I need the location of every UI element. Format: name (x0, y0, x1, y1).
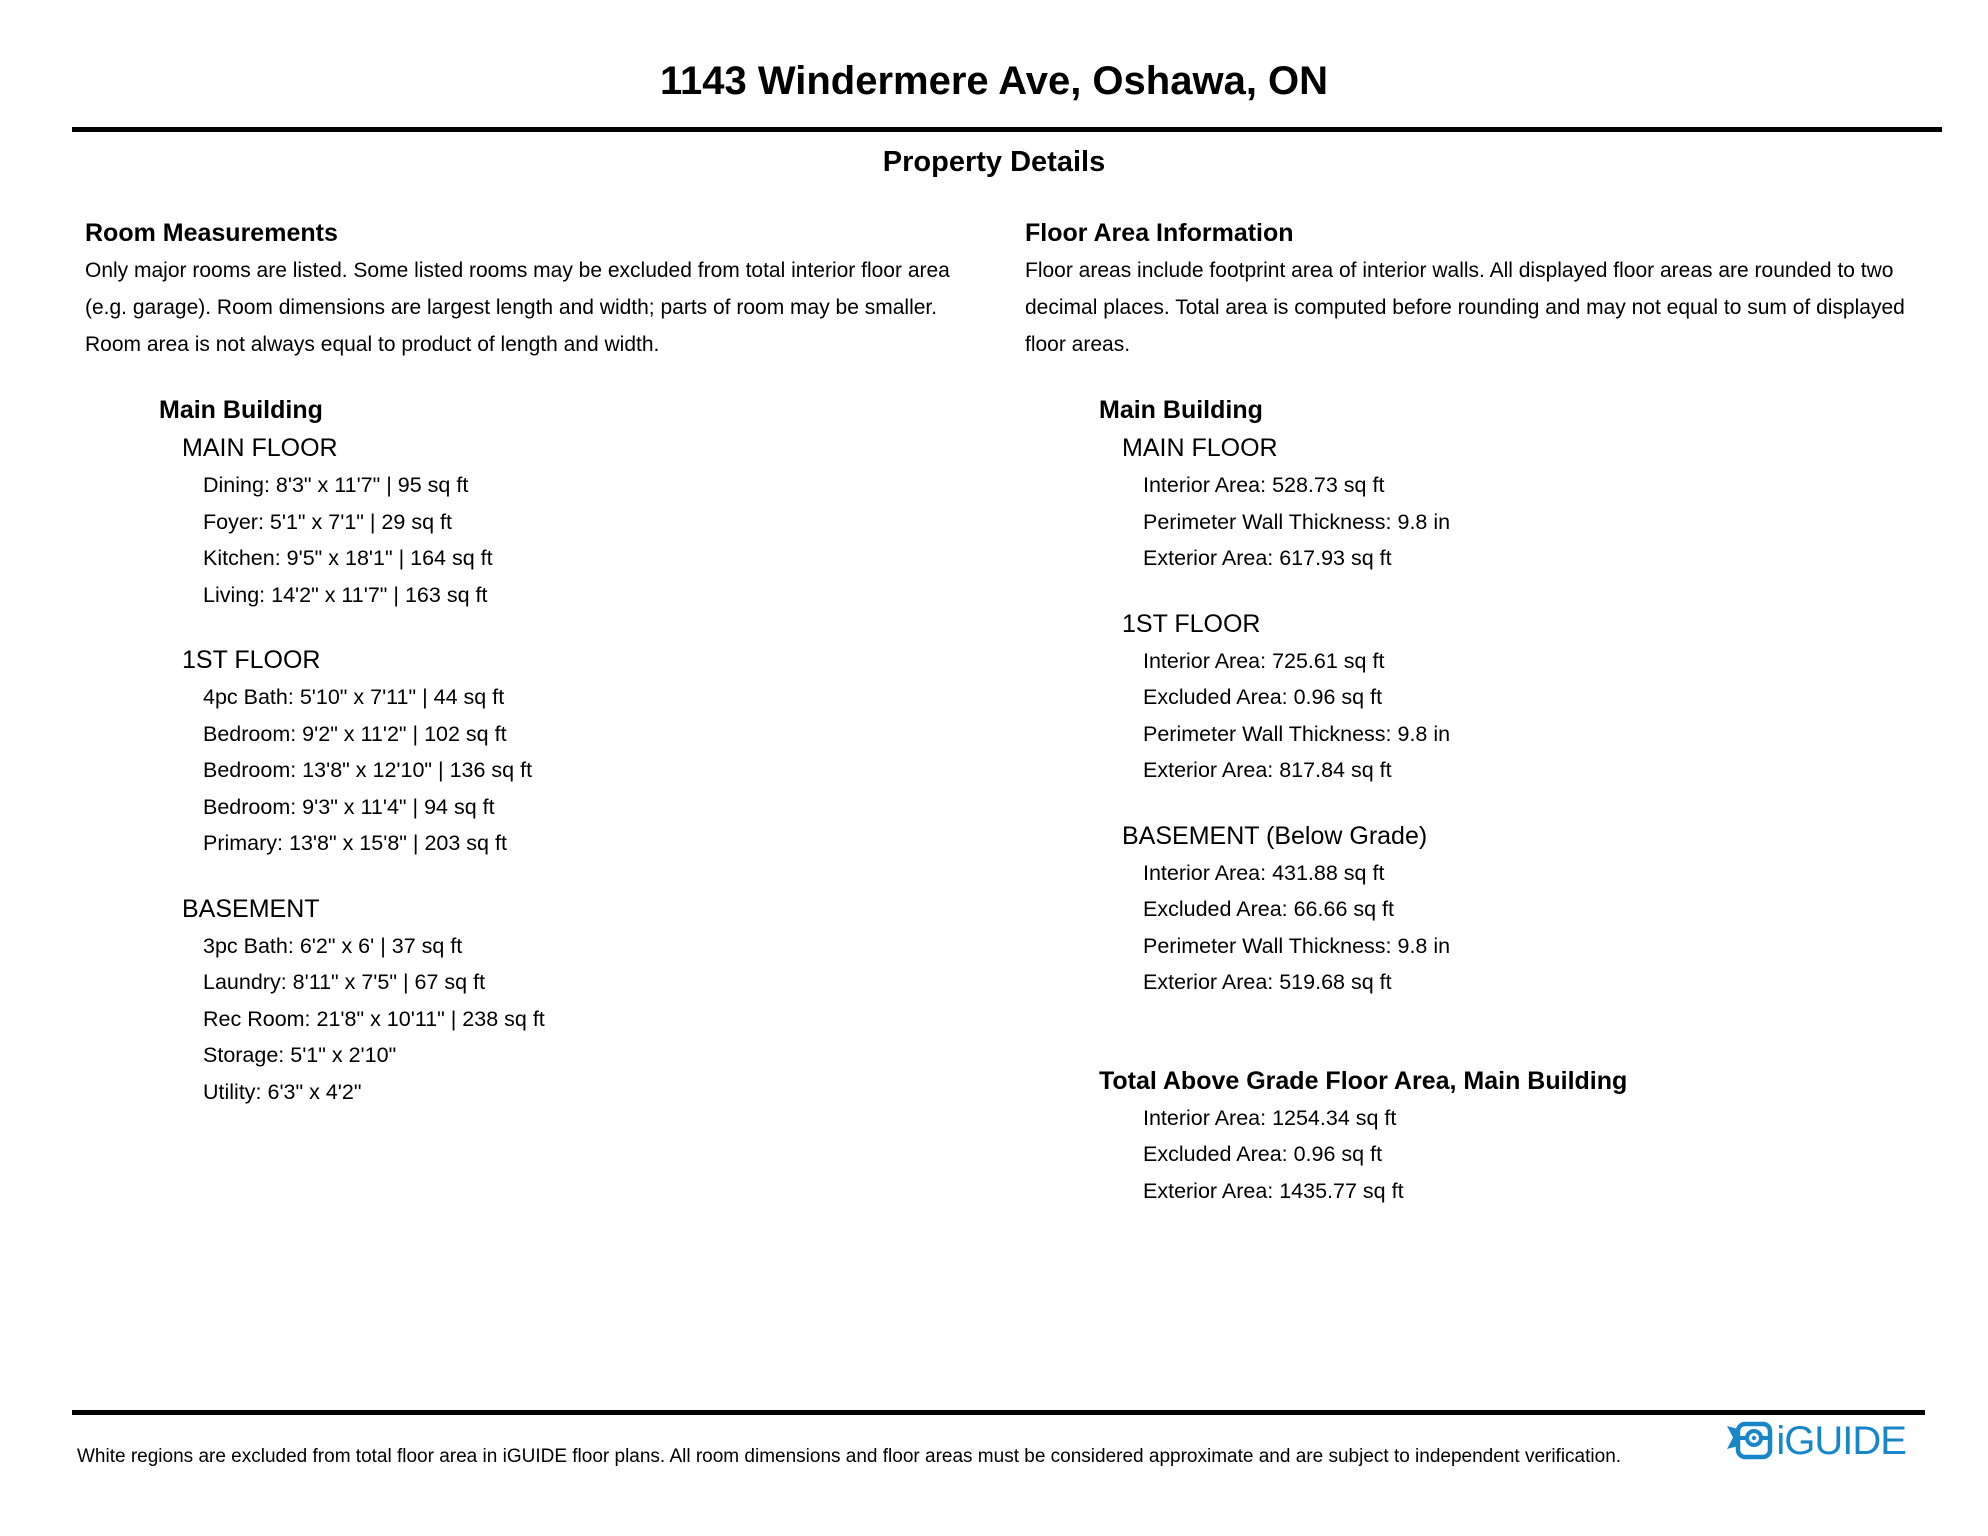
floor-name: BASEMENT (182, 894, 320, 923)
area-stat-line: Exterior Area: 617.93 sq ft (1143, 546, 1392, 570)
main-building-areas (1099, 392, 1948, 1001)
room-line: Dining: 8'3" x 11'7" | 95 sq ft (203, 473, 469, 497)
area-stat-line: Excluded Area: 0.96 sq ft (1143, 685, 1383, 709)
iguide-logo (1727, 1419, 1906, 1463)
description-line: Floor areas include footprint area of interior walls. All displayed floor areas are rounded to two (1025, 259, 1894, 282)
floor-area-heading: Floor Area Information (1025, 219, 1294, 247)
area-stat-line: Excluded Area: 0.96 sq ft (1143, 1142, 1383, 1166)
floor-name: 1ST FLOOR (1122, 609, 1261, 638)
area-stat-line: Perimeter Wall Thickness: 9.8 in (1143, 721, 1451, 746)
room-line: Utility: 6'3" x 4'2" (203, 1079, 362, 1104)
room-line: Rec Room: 21'8" x 10'11" | 238 sq ft (203, 1006, 545, 1031)
page-subtitle: Property Details (882, 146, 1106, 178)
room-line: 3pc Bath: 6'2" x 6' | 37 sq ft (203, 933, 463, 958)
building-name: Main Building (1099, 396, 1263, 424)
footer-disclaimer: White regions are excluded from total floor area in iGUIDE floor plans. All room dimensions and floor areas must be considered approximate and are subject to independent verification. (77, 1446, 1622, 1467)
floor-group-basement (182, 890, 1025, 1111)
area-stat-line: Perimeter Wall Thickness: 9.8 in (1143, 933, 1451, 958)
area-stat-line: Interior Area: 431.88 sq ft (1143, 860, 1385, 885)
room-measurements-description (85, 252, 1025, 363)
description-line: decimal places. Total area is computed before rounding and may not equal to sum of displayed (1025, 296, 1905, 319)
content-columns (0, 215, 1988, 1209)
area-stat-line: Interior Area: 725.61 sq ft (1143, 648, 1385, 673)
floor-name: MAIN FLOOR (182, 434, 338, 462)
building-name: Main Building (159, 396, 323, 424)
area-group-basement (1122, 817, 1948, 1001)
main-building-rooms (159, 392, 1025, 1110)
description-line: floor areas. (1025, 333, 1131, 356)
room-line: Storage: 5'1" x 2'10" (203, 1043, 397, 1067)
floor-area-section (1025, 215, 1988, 1209)
header-divider (72, 127, 1942, 132)
total-above-grade-section (1099, 1063, 1948, 1210)
total-above-grade-heading: Total Above Grade Floor Area, Main Building (1099, 1066, 1628, 1095)
area-stat-line: Exterior Area: 1435.77 sq ft (1143, 1178, 1404, 1203)
room-measurements-section (85, 215, 1025, 1209)
area-stat-line: Exterior Area: 817.84 sq ft (1143, 758, 1392, 782)
floor-group-1st-floor (182, 641, 1025, 862)
room-line: 4pc Bath: 5'10" x 7'11" | 44 sq ft (203, 685, 505, 709)
room-line: Bedroom: 9'3" x 11'4" | 94 sq ft (203, 794, 495, 819)
floor-name: 1ST FLOOR (182, 646, 321, 674)
area-stat-line: Interior Area: 1254.34 sq ft (1143, 1105, 1397, 1130)
floor-name: BASEMENT (Below Grade) (1122, 821, 1428, 850)
room-measurements-heading: Room Measurements (85, 219, 338, 247)
floor-group-main-floor (182, 429, 1025, 613)
area-group-main-floor (1122, 429, 1948, 577)
floor-name: MAIN FLOOR (1122, 434, 1278, 462)
area-stat-line: Interior Area: 528.73 sq ft (1143, 473, 1385, 497)
area-stat-line: Excluded Area: 66.66 sq ft (1143, 897, 1394, 921)
area-group-1st-floor (1122, 605, 1948, 789)
room-line: Foyer: 5'1" x 7'1" | 29 sq ft (203, 509, 452, 534)
page-title: 1143 Windermere Ave, Oshawa, ON (659, 59, 1329, 103)
description-line: Only major rooms are listed. Some listed rooms may be excluded from total interior floor area (85, 259, 950, 282)
room-line: Bedroom: 13'8" x 12'10" | 136 sq ft (203, 758, 533, 782)
room-line: Primary: 13'8" x 15'8" | 203 sq ft (203, 831, 507, 855)
room-line: Living: 14'2" x 11'7" | 163 sq ft (203, 582, 488, 607)
room-line: Bedroom: 9'2" x 11'2" | 102 sq ft (203, 721, 507, 746)
floor-area-description (1025, 252, 1948, 363)
description-line: (e.g. garage). Room dimensions are largest length and width; parts of room may be smaller. (85, 296, 938, 319)
iguide-logo-text: iGUIDE (1776, 1419, 1906, 1463)
room-line: Kitchen: 9'5" x 18'1" | 164 sq ft (203, 546, 493, 570)
room-line: Laundry: 8'11" x 7'5" | 67 sq ft (203, 970, 486, 994)
description-line: Room area is not always equal to product of length and width. (85, 333, 660, 356)
iguide-camera-icon (1727, 1419, 1773, 1463)
footer-divider (72, 1410, 1925, 1415)
area-stat-line: Exterior Area: 519.68 sq ft (1143, 970, 1392, 994)
area-stat-line: Perimeter Wall Thickness: 9.8 in (1143, 509, 1451, 534)
